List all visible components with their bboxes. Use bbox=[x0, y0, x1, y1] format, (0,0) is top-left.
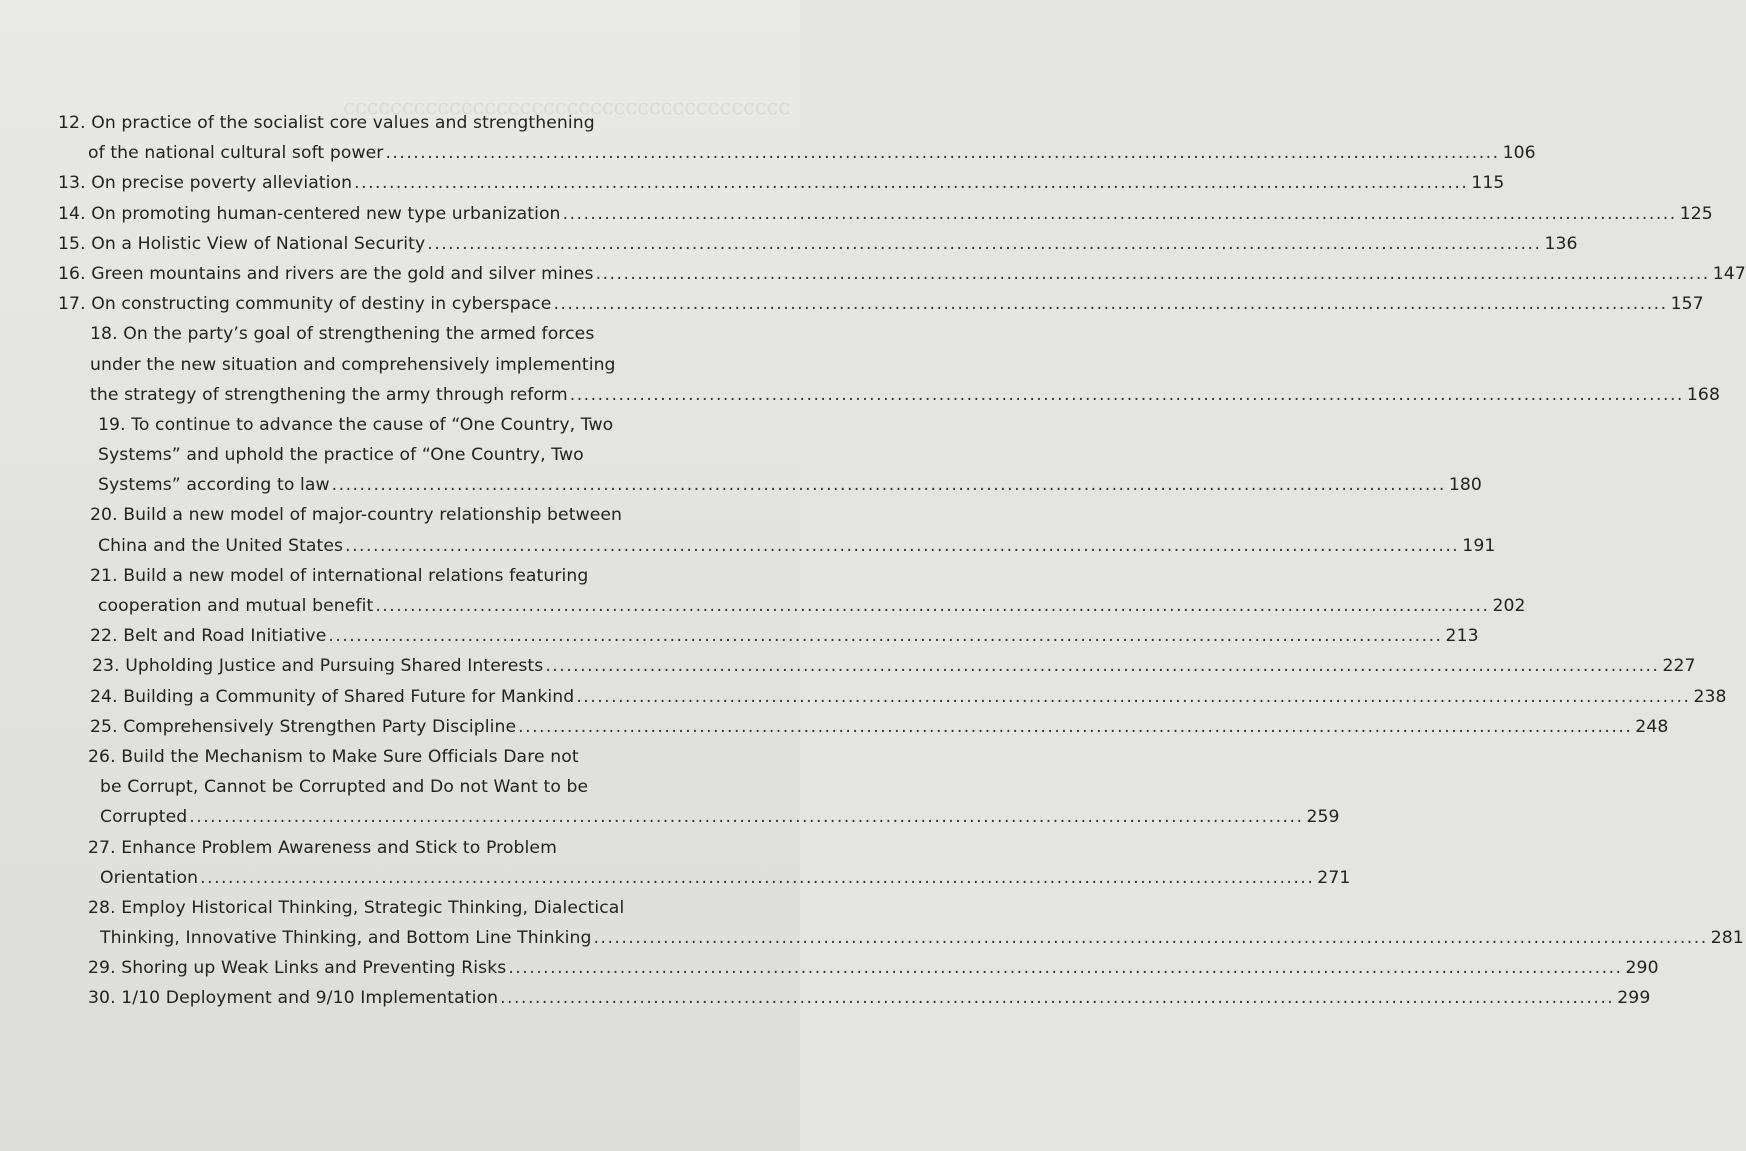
toc-entry[interactable] bbox=[0, 289, 1704, 319]
toc-entry-title: Thinking, Innovative Thinking, and Bottom Line Thinking bbox=[100, 928, 592, 949]
dot-leader: ................................................................................................................................................................ bbox=[345, 535, 1460, 556]
toc-page-number: 299 bbox=[1617, 988, 1651, 1009]
toc-entry[interactable] bbox=[0, 953, 1659, 983]
toc-entry-last-line bbox=[58, 168, 1505, 198]
toc-entry-title: 17. On constructing community of destiny in cyberspace bbox=[58, 294, 552, 315]
toc-entry-title: 27. Enhance Problem Awareness and Stick to Problem bbox=[88, 837, 557, 858]
toc-entry-title: 23. Upholding Justice and Pursuing Shared Interests bbox=[92, 656, 544, 677]
toc-entry-line bbox=[88, 833, 800, 863]
toc-entry-last-line bbox=[100, 923, 1744, 953]
toc-page-number: 259 bbox=[1306, 807, 1340, 828]
toc-entry-title: 30. 1/10 Deployment and 9/10 Implementation bbox=[88, 988, 499, 1009]
toc-page-number: 157 bbox=[1670, 294, 1704, 315]
toc-page-number: 248 bbox=[1635, 716, 1669, 737]
dot-leader: ................................................................................................................................................................ bbox=[200, 867, 1315, 888]
toc-entry-title: 15. On a Holistic View of National Security bbox=[58, 233, 426, 254]
toc-entry-title: 29. Shoring up Weak Links and Preventing Risks bbox=[88, 958, 507, 979]
toc-entry[interactable] bbox=[0, 682, 1727, 712]
toc-entry-last-line bbox=[58, 199, 1713, 229]
toc-entry-title: 18. On the party’s goal of strengthening the armed forces bbox=[90, 324, 595, 345]
toc-entry-title: the strategy of strengthening the army through reform bbox=[90, 384, 568, 405]
toc-page-number: 202 bbox=[1492, 596, 1526, 616]
table-of-contents bbox=[0, 108, 1746, 1014]
toc-page-number: 238 bbox=[1693, 686, 1727, 707]
toc-entry-title: of the national cultural soft power bbox=[88, 143, 384, 164]
toc-page-number: 147 bbox=[1712, 263, 1746, 284]
dot-leader: ................................................................................................................................................................ bbox=[508, 958, 1623, 979]
toc-entry-line bbox=[90, 500, 800, 530]
toc-entry-last-line bbox=[98, 470, 1482, 500]
toc-entry-title: 12. On practice of the socialist core values and strengthening bbox=[58, 113, 595, 133]
dot-leader: ................................................................................................................................................................ bbox=[427, 233, 1542, 254]
toc-entry-title: Orientation bbox=[100, 867, 199, 888]
toc-entry-title: Systems” and uphold the practice of “One Country, Two bbox=[98, 445, 584, 466]
dot-leader: ................................................................................................................................................................ bbox=[553, 294, 1668, 315]
toc-entry-last-line bbox=[58, 259, 1746, 289]
toc-entry-title: 28. Employ Historical Thinking, Strategic Thinking, Dialectical bbox=[88, 897, 625, 918]
toc-entry-title: under the new situation and comprehensively implementing bbox=[90, 354, 616, 375]
dot-leader: ................................................................................................................................................................ bbox=[385, 143, 1500, 164]
toc-entry[interactable] bbox=[0, 108, 1536, 168]
dot-leader: ................................................................................................................................................................ bbox=[595, 263, 1710, 284]
dot-leader: ................................................................................................................................................................ bbox=[562, 203, 1677, 224]
toc-page-number: 180 bbox=[1448, 475, 1482, 496]
toc-entry[interactable] bbox=[0, 229, 1578, 259]
toc-entry-title: Corrupted bbox=[100, 807, 188, 828]
toc-entry-last-line bbox=[100, 802, 1340, 832]
toc-entry[interactable] bbox=[0, 500, 1496, 560]
toc-entry[interactable] bbox=[0, 983, 1651, 1013]
toc-entry[interactable] bbox=[0, 199, 1713, 229]
dot-leader: ................................................................................................................................................................ bbox=[500, 988, 1615, 1009]
toc-entry-last-line bbox=[98, 591, 1526, 621]
toc-page-number: 115 bbox=[1471, 173, 1505, 194]
toc-entry-last-line bbox=[88, 138, 1536, 168]
toc-entry-line bbox=[88, 893, 800, 923]
toc-entry[interactable] bbox=[0, 893, 1744, 953]
toc-entry-title: 14. On promoting human-centered new type urbanization bbox=[58, 203, 561, 224]
toc-entry-title: 13. On precise poverty alleviation bbox=[58, 173, 353, 194]
dot-leader: ................................................................................................................................................................ bbox=[189, 807, 1304, 828]
toc-page-number: 125 bbox=[1679, 203, 1713, 224]
toc-entry-title: 25. Comprehensively Strengthen Party Discipline bbox=[90, 716, 517, 737]
toc-entry-last-line bbox=[100, 863, 1351, 893]
toc-entry-title: 22. Belt and Road Initiative bbox=[90, 626, 327, 647]
toc-entry-last-line bbox=[90, 712, 1669, 742]
toc-entry-last-line bbox=[88, 953, 1659, 983]
toc-entry-line bbox=[98, 440, 800, 470]
toc-entry-title: 16. Green mountains and rivers are the gold and silver mines bbox=[58, 263, 594, 284]
toc-entry-line bbox=[90, 350, 800, 380]
toc-entry[interactable] bbox=[0, 168, 1505, 198]
toc-entry-line bbox=[90, 319, 800, 349]
dot-leader: ................................................................................................................................................................ bbox=[593, 928, 1708, 949]
toc-entry-line bbox=[98, 410, 800, 440]
toc-entry-title: 19. To continue to advance the cause of “One Country, Two bbox=[98, 414, 614, 435]
toc-entry-title: 21. Build a new model of international relations featuring bbox=[90, 565, 589, 586]
dot-leader: ................................................................................................................................................................ bbox=[328, 626, 1443, 647]
dot-leader: ................................................................................................................................................................ bbox=[331, 475, 1446, 496]
toc-entry-title: 24. Building a Community of Shared Future for Mankind bbox=[90, 686, 575, 707]
dot-leader: ................................................................................................................................................................ bbox=[354, 173, 1469, 194]
dot-leader: ................................................................................................................................................................ bbox=[576, 686, 1691, 707]
toc-entry[interactable] bbox=[0, 410, 1482, 501]
toc-entry-last-line bbox=[98, 531, 1496, 561]
toc-page-number: 281 bbox=[1710, 928, 1744, 949]
dot-leader: ................................................................................................................................................................ bbox=[518, 716, 1633, 737]
toc-page-number: 168 bbox=[1686, 384, 1720, 405]
dot-leader: ................................................................................................................................................................ bbox=[545, 656, 1660, 677]
toc-page-number: 227 bbox=[1662, 656, 1696, 677]
toc-entry-last-line bbox=[92, 651, 1696, 681]
toc-entry[interactable] bbox=[0, 742, 1340, 833]
toc-entry-last-line bbox=[88, 983, 1651, 1013]
toc-entry-line bbox=[100, 772, 800, 802]
dot-leader: ................................................................................................................................................................ bbox=[375, 596, 1490, 616]
toc-entry-title: Systems” according to law bbox=[98, 475, 330, 496]
toc-page-number: 191 bbox=[1462, 535, 1496, 556]
toc-entry-last-line bbox=[90, 682, 1727, 712]
toc-entry[interactable] bbox=[0, 833, 1351, 893]
toc-entry[interactable] bbox=[0, 621, 1479, 651]
toc-entry-line bbox=[88, 742, 800, 772]
toc-entry[interactable] bbox=[0, 319, 1720, 410]
toc-entry-title: 20. Build a new model of major-country relationship between bbox=[90, 505, 623, 526]
toc-entry-last-line bbox=[58, 229, 1578, 259]
toc-entry[interactable] bbox=[0, 561, 1526, 621]
toc-entry-line bbox=[58, 108, 800, 138]
toc-entry-title: China and the United States bbox=[98, 535, 344, 556]
toc-page-number: 290 bbox=[1625, 958, 1659, 979]
toc-entry-title: 26. Build the Mechanism to Make Sure Officials Dare not bbox=[88, 746, 579, 767]
toc-entry-last-line bbox=[58, 289, 1704, 319]
toc-entry-title: be Corrupt, Cannot be Corrupted and Do not Want to be bbox=[100, 777, 589, 798]
toc-page-number: 106 bbox=[1502, 143, 1536, 164]
toc-page-number: 136 bbox=[1544, 233, 1578, 254]
toc-entry-last-line bbox=[90, 380, 1720, 410]
show-through-text: ᴐᴐᴐᴐᴐᴐᴐᴐᴐᴐᴐᴐᴐᴐᴐᴐᴐᴐᴐᴐᴐᴐᴐᴐᴐᴐᴐᴐᴐᴐᴐᴐᴐᴐᴐᴐᴐᴐ bbox=[343, 95, 790, 119]
toc-entry-line bbox=[90, 561, 800, 591]
toc-page-number: 271 bbox=[1317, 867, 1351, 888]
toc-entry-last-line bbox=[90, 621, 1479, 651]
toc-entry-title: cooperation and mutual benefit bbox=[98, 596, 374, 616]
toc-entry[interactable] bbox=[0, 651, 1696, 681]
dot-leader: ................................................................................................................................................................ bbox=[569, 384, 1684, 405]
toc-page-number: 213 bbox=[1445, 626, 1479, 647]
toc-entry[interactable] bbox=[0, 712, 1669, 742]
toc-entry[interactable] bbox=[0, 259, 1746, 289]
